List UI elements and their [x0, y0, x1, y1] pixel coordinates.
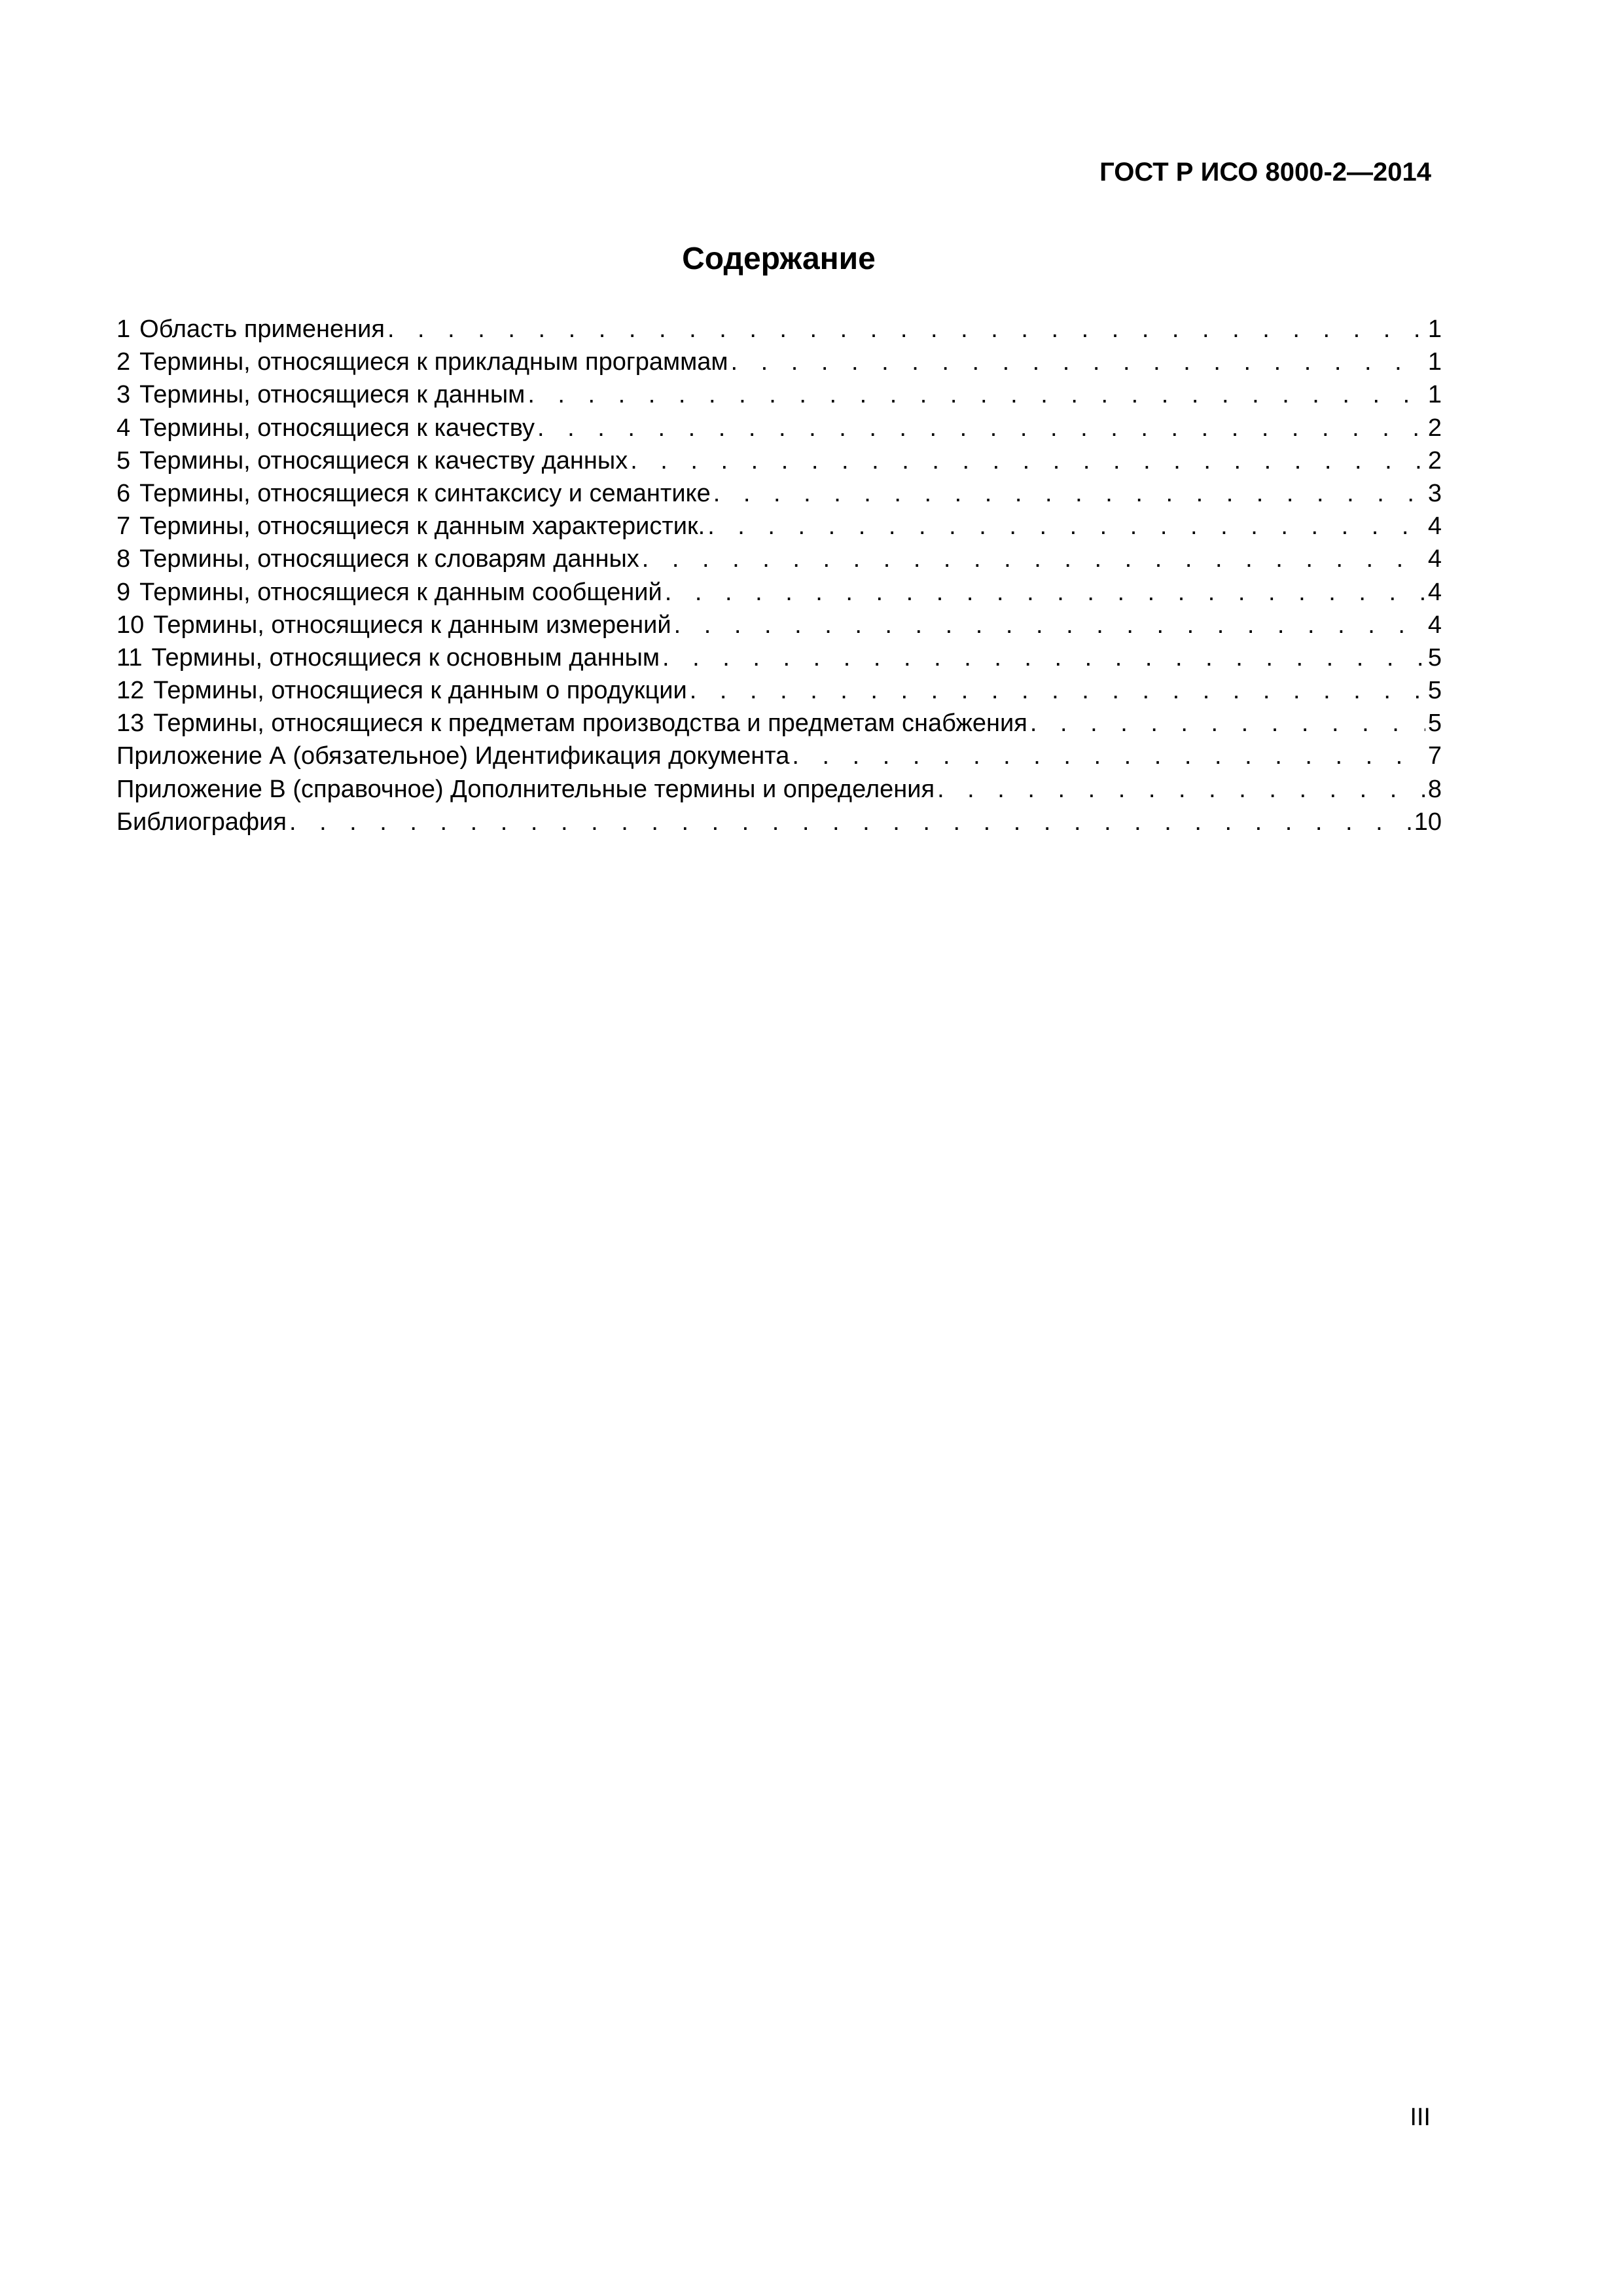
toc-entry-title: Термины, относящиеся к основным данным: [151, 643, 660, 672]
toc-entry-title: Термины, относящиеся к прикладным программам: [139, 348, 728, 376]
toc-entry-title: Область применения: [139, 315, 385, 343]
toc-dot-leader: [630, 444, 1425, 477]
toc-entry[interactable]: [116, 477, 1442, 510]
toc-entry-title: Библиография: [116, 808, 287, 836]
toc-dot-leader: [527, 378, 1425, 411]
toc-entry[interactable]: [116, 378, 1442, 411]
toc-entry[interactable]: [116, 707, 1442, 740]
toc-entry-number: 5: [116, 446, 131, 475]
toc-entry-title: Термины, относящиеся к качеству: [139, 414, 535, 442]
table-of-contents: [116, 313, 1442, 838]
toc-entry-title: Термины, относящиеся к данным измерений: [153, 611, 671, 639]
toc-entry-title: Термины, относящиеся к данным характеристик.: [139, 512, 705, 541]
toc-entry-title: Термины, относящиеся к данным: [139, 381, 526, 409]
toc-entry[interactable]: [116, 576, 1442, 609]
toc-entry-number: 9: [116, 578, 131, 606]
toc-entry[interactable]: [116, 543, 1442, 575]
toc-entry-page: 1: [1427, 348, 1442, 376]
toc-dot-leader: [665, 576, 1425, 609]
toc-entry-page: 7: [1427, 742, 1442, 770]
toc-entry[interactable]: [116, 773, 1442, 806]
toc-entry-number: 7: [116, 512, 131, 541]
toc-dot-leader: [1030, 707, 1425, 740]
toc-entry[interactable]: [116, 444, 1442, 477]
toc-entry-page: 4: [1427, 611, 1442, 639]
toc-entry[interactable]: [116, 806, 1442, 838]
toc-dot-leader: [713, 477, 1425, 510]
toc-entry-page: 8: [1427, 775, 1442, 803]
toc-entry-number: 12: [116, 677, 145, 705]
toc-entry-number: 4: [116, 414, 131, 442]
toc-entry[interactable]: [116, 740, 1442, 772]
toc-entry[interactable]: [116, 641, 1442, 674]
toc-dot-leader: [537, 412, 1425, 444]
toc-entry-page: 5: [1427, 677, 1442, 705]
toc-entry-number: 8: [116, 545, 131, 573]
toc-entry[interactable]: [116, 313, 1442, 346]
toc-dot-leader: [690, 674, 1425, 707]
toc-entry-page: 1: [1427, 315, 1442, 343]
toc-title: Содержание: [682, 242, 876, 276]
toc-dot-leader: [662, 641, 1425, 674]
toc-entry-number: 13: [116, 709, 145, 738]
toc-entry-title: Термины, относящиеся к данным сообщений: [139, 578, 662, 606]
toc-entry-title: Приложение В (справочное) Дополнительные термины и определения: [116, 775, 935, 803]
document-header: ГОСТ Р ИСО 8000-2—2014: [1099, 158, 1431, 187]
toc-entry-number: 2: [116, 348, 131, 376]
toc-entry-page: 10: [1414, 808, 1442, 836]
toc-entry-title: Термины, относящиеся к словарям данных: [139, 545, 639, 573]
toc-entry-number: 6: [116, 479, 131, 507]
toc-entry-title: Термины, относящиеся к данным о продукции: [153, 677, 687, 705]
toc-entry[interactable]: [116, 510, 1442, 543]
toc-entry-page: 4: [1427, 512, 1442, 541]
toc-entry[interactable]: [116, 346, 1442, 378]
toc-entry-title: Термины, относящиеся к синтаксису и семантике: [139, 479, 711, 507]
toc-entry-page: 2: [1427, 414, 1442, 442]
toc-entry-page: 2: [1427, 446, 1442, 475]
toc-entry-number: 1: [116, 315, 131, 343]
toc-entry-title: Термины, относящиеся к предметам производства и предметам снабжения: [153, 709, 1027, 738]
toc-entry-page: 3: [1427, 479, 1442, 507]
toc-dot-leader: [289, 806, 1412, 838]
toc-dot-leader: [642, 543, 1425, 575]
toc-entry-page: 1: [1427, 381, 1442, 409]
toc-entry-page: 4: [1427, 545, 1442, 573]
toc-entry-page: 5: [1427, 643, 1442, 672]
toc-dot-leader: [387, 313, 1425, 346]
toc-entry[interactable]: [116, 412, 1442, 444]
toc-dot-leader: [937, 773, 1425, 806]
toc-entry-number: 10: [116, 611, 145, 639]
toc-entry-page: 4: [1427, 578, 1442, 606]
toc-entry-page: 5: [1427, 709, 1442, 738]
toc-entry-number: 3: [116, 381, 131, 409]
toc-entry-title: Термины, относящиеся к качеству данных: [139, 446, 628, 475]
toc-dot-leader: [731, 346, 1425, 378]
toc-dot-leader: [707, 510, 1425, 543]
toc-entry[interactable]: [116, 609, 1442, 641]
toc-dot-leader: [674, 609, 1425, 641]
page-number: III: [1410, 2104, 1431, 2131]
toc-entry[interactable]: [116, 674, 1442, 707]
toc-dot-leader: [792, 740, 1425, 772]
toc-entry-title: Приложение А (обязательное) Идентификация документа: [116, 742, 790, 770]
toc-entry-number: 11: [116, 643, 143, 672]
